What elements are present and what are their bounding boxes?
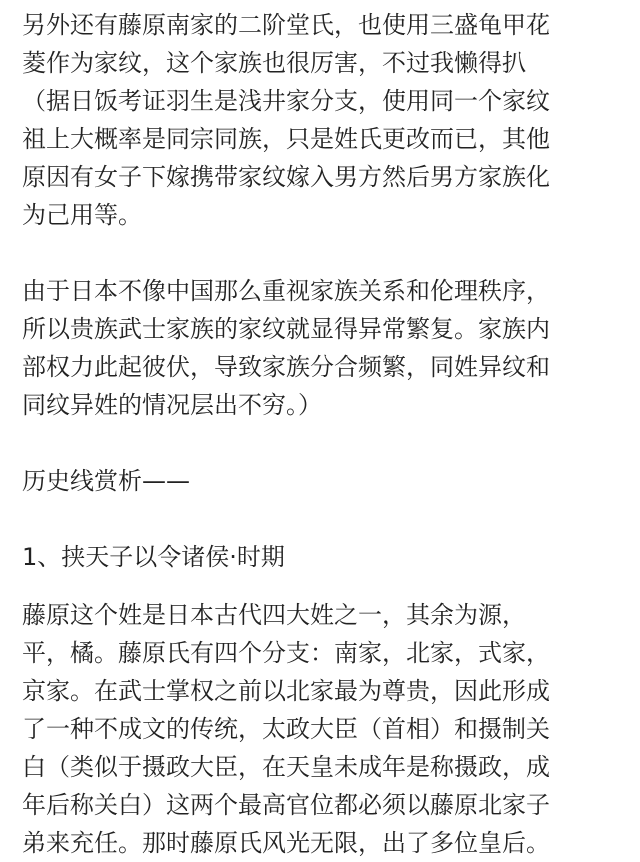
section-subheading [22, 538, 622, 576]
subheading-text: 1、挟天子以令诸侯·时期 [22, 543, 285, 571]
paragraph-spacer [22, 500, 622, 538]
text-line: 所以贵族武士家族的家纹就显得异常繁复。家族内 [22, 315, 550, 343]
text-line: 平，橘。藤原氏有四个分支：南家，北家，式家， [22, 639, 550, 667]
section-heading [22, 462, 622, 500]
text-line: 白（类似于摄政大臣，在天皇未成年是称摄政，成 [22, 753, 550, 781]
text-line: 为己用等。 [22, 201, 142, 229]
paragraph-spacer [22, 234, 622, 272]
text-line: 原因有女子下嫁携带家纹嫁入男方然后男方家族化 [22, 163, 550, 191]
paragraph-fujiwara [22, 596, 622, 862]
text-line: 部权力此起彼伏，导致家族分合频繁，同姓异纹和 [22, 353, 550, 381]
paragraph-spacer [22, 424, 622, 462]
text-line: 年后称关白）这两个最高官位都必须以藤原北家子 [22, 791, 550, 819]
text-line: 藤原这个姓是日本古代四大姓之一，其余为源， [22, 601, 526, 629]
text-line: 祖上大概率是同宗同族，只是姓氏更改而已，其他 [22, 125, 550, 153]
text-line: 菱作为家纹，这个家族也很厉害，不过我懒得扒 [22, 49, 526, 77]
text-line: 了一种不成文的传统，太政大臣（首相）和摄制关 [22, 715, 550, 743]
text-line: 同纹异姓的情况层出不穷。） [22, 391, 322, 419]
text-line: （据日饭考证羽生是浅井家分支，使用同一个家纹 [22, 87, 550, 115]
article-body [22, 6, 622, 862]
text-line: 另外还有藤原南家的二阶堂氏，也使用三盛龟甲花 [22, 11, 550, 39]
heading-text: 历史线赏析—— [22, 467, 190, 495]
text-line: 由于日本不像中国那么重视家族关系和伦理秩序， [22, 277, 550, 305]
paragraph-family-crest [22, 6, 622, 234]
text-line: 京家。在武士掌权之前以北家最为尊贵，因此形成 [22, 677, 550, 705]
text-line: 弟来充任。那时藤原氏风光无限，出了多位皇后。 [22, 829, 550, 857]
paragraph-spacer [22, 576, 622, 596]
paragraph-japan-family [22, 272, 622, 424]
